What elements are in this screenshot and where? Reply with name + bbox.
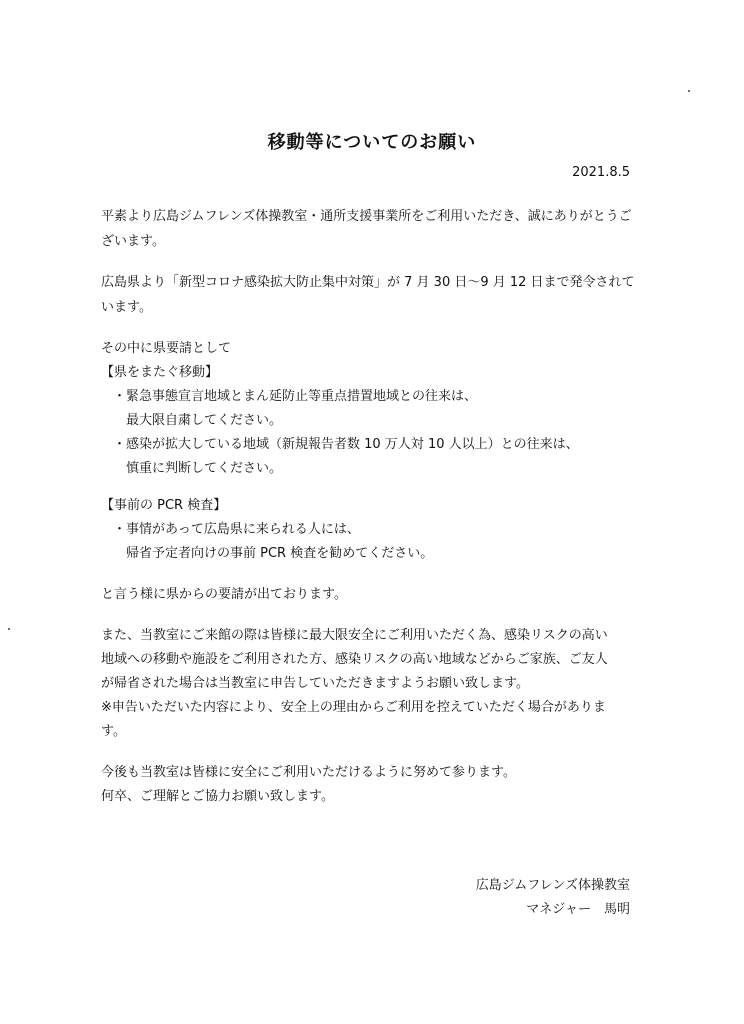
signature-manager: マネジャー 馬明 (526, 902, 630, 917)
classroom-notice-line-1: また、当教室にご来館の際は皆様に最大限安全にご利用いただく為、感染リスクの高い (101, 628, 608, 643)
measures-line-1: 広島県より「新型コロナ感染拡大防止集中対策」が 7 月 30 日～9 月 12 日まで発令されて (101, 275, 635, 290)
closing-line-2: 何卒、ご理解とご協力お願い致します。 (101, 789, 334, 804)
scan-speck (688, 90, 690, 92)
intro-line-1: 平素より広島ジムフレンズ体操教室・通所支援事業所をご利用いただき、誠にありがとうご (101, 209, 632, 224)
cross-prefecture-item-2-cont: 慎重に判断してください。 (126, 461, 283, 476)
cross-prefecture-item-1: ・緊急事態宣言地域とまん延防止等重点措置地域との往来は、 (113, 389, 478, 404)
document-date: 2021.8.5 (572, 165, 630, 180)
measures-line-2: います。 (101, 300, 152, 315)
cross-prefecture-item-1-cont: 最大限自粛してください。 (126, 413, 283, 428)
request-intro: その中に県要請として (101, 341, 232, 356)
cross-prefecture-heading: 【県をまたぐ移動】 (101, 365, 219, 380)
closing-line-1: 今後も当教室は皆様に安全にご利用いただけるように努めて参ります。 (101, 765, 516, 780)
request-outro: と言う様に県からの要請が出ております。 (101, 587, 347, 602)
pcr-heading: 【事前の PCR 検査】 (101, 498, 227, 513)
pcr-item-1: ・事情があって広島県に来られる人には、 (113, 522, 360, 537)
intro-line-2: ざいます。 (101, 234, 165, 249)
classroom-notice-line-4: ※申告いただいた内容により、安全上の理由からご利用を控えていただく場合がありま (101, 700, 606, 715)
cross-prefecture-item-2: ・感染が拡大している地域（新規報告者数 10 万人対 10 人以上）との往来は、 (113, 437, 579, 452)
classroom-notice-line-5: す。 (101, 724, 126, 739)
pcr-item-1-cont: 帰省予定者向けの事前 PCR 検査を勧めてください。 (126, 546, 434, 561)
signature-organization: 広島ジムフレンズ体操教室 (475, 878, 630, 893)
document-title: 移動等についてのお願い (267, 132, 477, 153)
scan-speck (8, 628, 10, 630)
classroom-notice-line-2: 地域への移動や施設をご利用された方、感染リスクの高い地域などからご家族、ご友人 (101, 652, 608, 667)
classroom-notice-line-3: が帰省された場合は当教室に申告していただきますようお願い致します。 (101, 676, 529, 691)
